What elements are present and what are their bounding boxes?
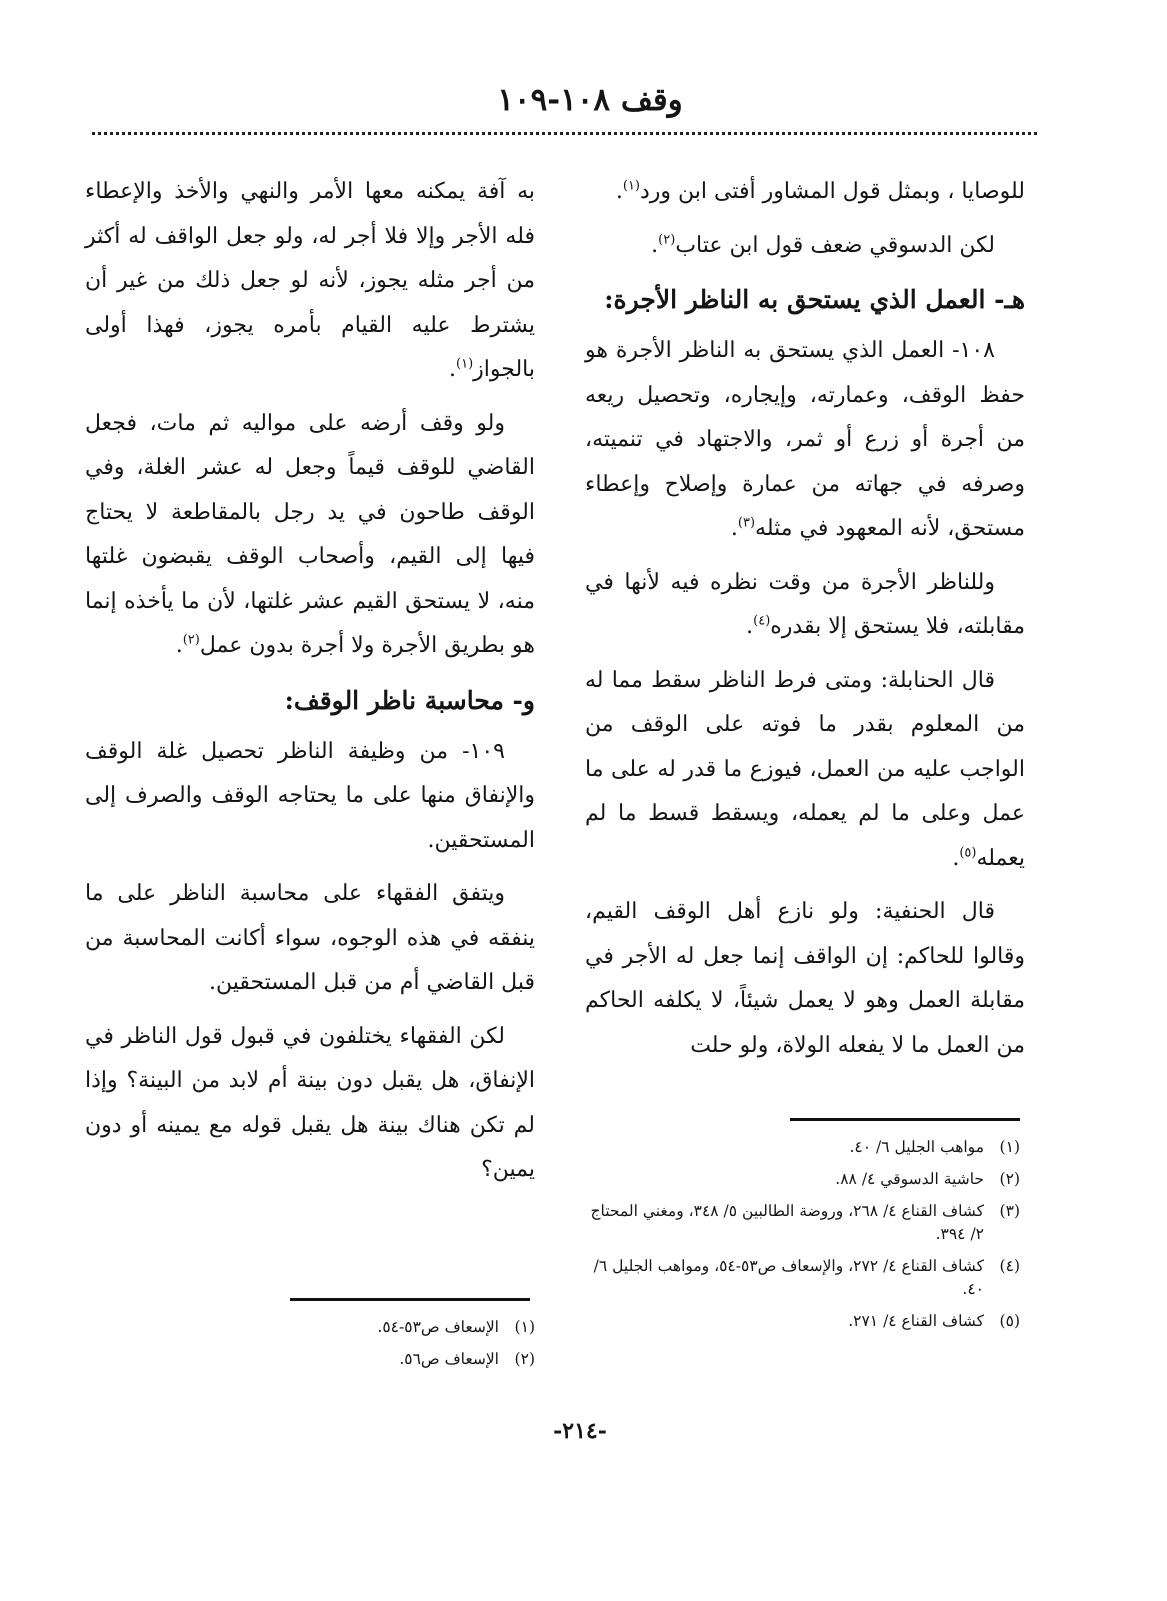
footnote-rule-right (790, 1118, 1020, 1121)
footnote-ref: (٢) (658, 232, 676, 248)
page-header: وقف ١٠٨-١٠٩ (497, 82, 683, 118)
footnote-item (585, 1168, 1020, 1191)
left-column (85, 170, 535, 1202)
paragraph: ولو وقف أرضه على مواليه ثم مات، فجعل القاضي للوقف قيماً وجعل له عشر الغلة، وفي الوقف طاحون في يد رجل بالمقاطعة لا يحتاج فيها إلى القيم، وأصحاب الوقف يقبضون غلتها منه، لا يستحق القيم عشر غلتها، لأن ما يأخذه إنما هو بطريق الأجرة ولا أجرة بدون عمل$^{(٢)}$. (85, 410, 535, 658)
header-dotted-divider (92, 132, 1037, 135)
footnote-number: (١) (514, 1318, 535, 1336)
section-heading: و- محاسبة ناظر الوقف: (284, 685, 535, 715)
footnote-number: (٣) (999, 1202, 1020, 1220)
footnote-text: كشاف القناع ٤/ ٢٧٢، والإسعاف ص٥٣-٥٤، ومواهب الجليل ٦/ ٤٠. (593, 1257, 984, 1298)
footnote-item (585, 1136, 1020, 1159)
footnote-item (290, 1316, 535, 1339)
paragraph: لكن الدسوقي ضعف قول ابن عتاب$^{(٢)}$. (651, 232, 995, 258)
section-heading: هـ- العمل الذي يستحق به الناظر الأجرة: (604, 285, 1025, 314)
footnote-item (585, 1200, 1020, 1246)
footnote-item (585, 1310, 1020, 1333)
footnote-item (290, 1348, 535, 1371)
footnote-rule-left (290, 1298, 530, 1301)
paragraph: لكن الفقهاء يختلفون في قبول قول الناظر في الإنفاق، هل يقبل دون بينة أم لابد من البينة؟ وإذا لم تكن هناك بينة هل يقبل قوله مع يمينه أو دون يمين؟ (85, 1023, 535, 1182)
footnote-text: الإسعاف ص٥٦. (399, 1350, 499, 1368)
footnote-ref: (١) (622, 178, 640, 194)
footnote-ref: (٥) (959, 845, 977, 861)
footnote-number: (٢) (514, 1350, 535, 1368)
page-number: -٢١٤- (553, 1418, 607, 1444)
footnote-text: مواهب الجليل ٦/ ٤٠. (849, 1138, 984, 1156)
footnote-text: حاشية الدسوقي ٤/ ٨٨. (835, 1170, 984, 1188)
footnote-ref: (٣) (737, 515, 756, 531)
footnote-number: (٢) (999, 1170, 1020, 1188)
paragraph: ١٠٨- العمل الذي يستحق به الناظر الأجرة هو حفظ الوقف، وعمارته، وإيجاره، وتحصيل ريعه من أجرة أو زرع أو ثمر، والاجتهاد في تنميته، وصرفه في جهاته من عمارة وإصلاح وإعطاء مستحق، لأنه المعهود في مثله$^{(٣)}$. (585, 338, 1025, 541)
footnotes-right (585, 1136, 1020, 1342)
footnote-ref: (١) (456, 356, 474, 372)
footnote-text: كشاف القناع ٤/ ٢٧١. (848, 1312, 984, 1330)
footnote-number: (٥) (999, 1312, 1020, 1330)
footnote-text: الإسعاف ص٥٣-٥٤. (377, 1318, 499, 1336)
footnote-item (585, 1255, 1020, 1301)
right-column (585, 170, 1025, 1077)
footnote-text: كشاف القناع ٤/ ٢٦٨، وروضة الطالبين ٥/ ٣٤٨، ومغني المحتاج ٢/ ٣٩٤. (590, 1202, 984, 1243)
paragraph: ويتفق الفقهاء على محاسبة الناظر على ما ينفقه في هذه الوجوه، سواء أكانت المحاسبة من قبل القاضي أم من قبل المستحقين. (85, 881, 535, 995)
footnote-number: (١) (999, 1138, 1020, 1156)
footnotes-left (290, 1316, 535, 1380)
footnote-ref: (٤) (753, 613, 771, 629)
paragraph: قال الحنابلة: ومتى فرط الناظر سقط مما له من المعلوم بقدر ما فوته على الوقف من الواجب عليه من العمل، فيوزع ما قدر له على ما عمل وعلى ما لم يعمله، ويسقط قسط ما لم يعمله$^{(٥)}$. (585, 667, 1025, 871)
footnote-ref: (٢) (182, 632, 200, 648)
paragraph: للوصايا ، وبمثل قول المشاور أفتى ابن ورد$^{(١)}$. (615, 178, 1025, 204)
paragraph: به آفة يمكنه معها الأمر والنهي والأخذ والإعطاء فله الأجر وإلا فلا أجر له، ولو جعل الواقف له أكثر من أجر مثله يجوز، لأنه لو جعل ذلك من غير أن يشترط عليه القيام بأمره يجوز، فهذا أولى بالجواز$^{(١)}$. (85, 179, 535, 382)
footnote-number: (٤) (999, 1257, 1020, 1275)
paragraph: ١٠٩- من وظيفة الناظر تحصيل غلة الوقف والإنفاق منها على ما يحتاجه الوقف والصرف إلى المستحقين. (85, 738, 536, 853)
paragraph: قال الحنفية: ولو نازع أهل الوقف القيم، وقالوا للحاكم: إن الواقف إنما جعل له الأجر في مقابلة العمل وهو لا يعمل شيئاً، لا يكلفه الحاكم من العمل ما لا يفعله الولاة، ولو حلت (585, 899, 1025, 1058)
paragraph: وللناظر الأجرة من وقت نظره فيه لأنها في مقابلته، فلا يستحق إلا بقدره$^{(٤)}$. (585, 569, 1025, 639)
